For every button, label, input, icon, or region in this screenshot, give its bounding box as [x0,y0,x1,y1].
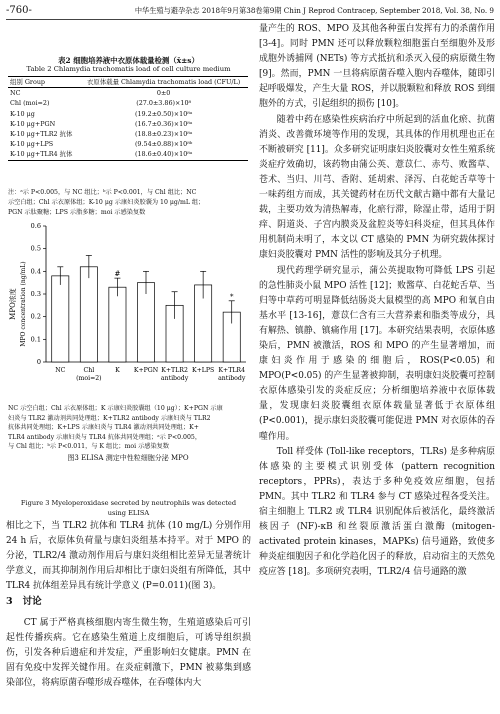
table-note [8,188,248,218]
y-tick-label: 0 [36,358,41,366]
section-heading [6,593,42,607]
row-value: 0±0 [156,89,171,98]
row-value: (18.6±0.40)×10⁸ᵃ [79,149,248,160]
right-paragraph-1: 量产生的 ROS、MPO 及其他各种蛋白发挥有力的杀菌作用 [3-4]。同时 PMN 还可以释放颗粒细胞蛋白至细胞外及形成胞外诱捕网 (NETs) 等方式抵抗和杀灭入侵的病原微生物 [9]。然而，PMN 一旦将病原菌吞噬入胞内吞噬体，随即引起呼吸爆发，产生大量 ROS，并以脱颗粒和释放 ROS 到细胞外的方式，引起组织的损伤 [10]。 [259,24,495,110]
chart-x-labels [55,367,246,382]
left-column [6,22,251,712]
figure-caption-en-line: using ELISA [107,509,150,517]
figure-note-line: NC 示空白组；Chl 示衣原体组；K 示康妇炎胶囊组（10 μg）；K+PGN 示康 [8,405,223,412]
figure-note-line: 与 Chl 组比；ᵇ示 P<0.011，与 K 组比；moi 示感染复数 [8,443,170,451]
mpo-bar-chart [6,218,251,400]
section-title: 讨论 [22,596,42,607]
bar [52,276,69,362]
y-axis-label-cn: MPO浓度 [9,288,17,320]
table-note-line: 示空白组；Chl 示衣原体组；K-10 μg 示康妇炎胶囊为 10 μg/mL 组； [8,199,205,206]
bar [80,267,97,362]
row-value: (16.7±0.36)×10⁸ᵃ [134,119,193,128]
row-group: K-10 μg+TLR2 抗体 [10,130,73,139]
significance-marker: # [114,270,121,279]
x-tick-label: K [115,367,120,374]
table-row [8,129,248,139]
figure-caption-en-line: Figure 3 Myeloperoxidase secreted by neutrophils was detected [20,499,237,507]
col-header-group: 组别 Group [8,77,79,88]
table-row [8,139,248,149]
section-number: 3 [6,596,13,607]
x-tick-label: antibody [160,375,189,382]
row-group: K-10 μg [10,109,35,118]
table-caption-en: Table 2 Chlamydia trachomatis load of cell culture medium [26,65,231,73]
row-value: (19.2±0.50)×10⁸ᵃ [134,109,193,118]
journal-line: 中华生殖与避孕杂志 2018年9月第38卷第9期 Chin J Reprod Contracep, September 2018, Vol. 38, No. 9 [134,6,494,15]
table-row [8,109,248,119]
y-tick-label: 0.2 [30,312,41,321]
x-tick-label: K+TLR2 [161,367,188,374]
figure-caption-en [6,498,251,518]
row-group: K-10 μg+PGN [10,119,56,128]
significance-marker: * [229,292,234,301]
header-rule [6,19,494,20]
right-column [259,22,495,712]
table-caption-cn: 表2 细胞培养液中衣原体载量检测（x̄±s） [58,56,199,65]
table-row [8,119,248,129]
figure-caption-cn: 图3 ELISA 测定中性粒细胞分泌 MPO [67,453,189,462]
row-group: Chl (moi=2) [10,99,50,108]
y-tick-label: 0.5 [30,244,41,253]
table-note-line: 注：ᵃ示 P<0.005，与 NC 组比；ᵇ示 P<0.001，与 Chl 组比；NC [8,189,197,196]
x-tick-label: K+PGN [133,367,159,374]
x-tick-label: (moi=2) [76,375,102,382]
row-group: NC [10,89,21,98]
table-note-line: PGN 示肽聚糖；LPS 示脂多糖；moi 示感染复数 [8,209,146,216]
x-tick-label: antibody [218,375,246,382]
discussion-paragraph [6,616,251,691]
y-axis-label-en: MPO concentration (ng/mL) [20,261,27,347]
row-group: K-10 μg+LPS [10,140,54,149]
col-header-load: 衣原体载量 Chlamydia trachomatis load (CFU/L) [79,77,248,88]
y-tick-label: 0.6 [30,222,41,230]
x-tick-label: K+LPS [191,367,215,374]
row-value: (27.0±3.86)×10⁸ [136,99,192,108]
results-paragraph-text: 相比之下，当 TLR2 抗体和 TLR4 抗体 (10 mg/L) 分别作用 24 h 后，衣原体负荷量与康妇炎组基本持平。对于 MPO 的分泌，TLR2/4 激动剂作用后与康妇炎组相比差异无显著统计学意义，而其抑制剂作用后却相比于康妇炎组有所降低，其中 TLR4 抗体组差异具有统计学意义 (P=0.011)(图 3)。 [6,521,251,592]
table-row [8,98,248,108]
discussion-paragraph-text: CT 属于严格真核细胞内寄生微生物，生殖道感染后可引起性传播疾病。它在感染生殖道上皮细胞后，可诱导组织损伤，引发各种后遗症和并发症，严重影响妇女健康。PMN 在固有免疫中发挥关键作用。在炎症刺激下，PMN 被募集到感染部位，将病原菌吞噬形成吞噬体，在吞噬体内大 [6,618,251,689]
results-paragraph [6,519,251,594]
chlamydia-load-table [8,76,248,161]
table-row [8,149,248,160]
figure-note-line: 抗体共同处理组；K+LPS 示康妇炎与 TLR4 激动剂共同处理组；K+ [8,424,199,432]
y-tick-label: 0.4 [30,267,41,276]
chart-bars [52,255,241,362]
x-tick-label: NC [55,367,66,374]
running-header [0,0,500,22]
figure-note-line: TLR4 antibody 示康妇炎与 TLR4 抗体共同处理组；ᵃ示 P<0.005， [8,433,202,441]
x-tick-label: K+TLR4 [218,367,246,374]
page-number: -760- [6,5,32,16]
figure-note [8,404,248,464]
figure-note-line: 妇炎与 TLR2 激动剂共同处理组；K+TLR2 antibody 示康妇炎与 TLR2 [8,414,211,422]
row-value: (18.8±0.23)×10⁸ᵃ [134,130,193,139]
right-paragraph-4: Toll 样受体 (Toll-like receptors，TLRs) 是多种病原体感染的主要模式识别受体 (pattern recognition receptors，PPRs)，表达于多种免疫效应细胞，包括 PMN。其中 TLR2 和 TLR4 参与 CT 感染过程各受关注。宿主细胞上 TLR2 或 TLR4 识别配体后被活化，最终激活核因子 (NF)-κB 和丝裂原激活蛋白激酶 (mitogen-activated protein kinases，MAPKs) 信号通路，致使多种炎症细胞因子和化学趋化因子的释放，启动宿主的天然免疫应答 [18]。多项研究表明，TLR2/4 信号通路的激 [259,446,495,578]
y-tick-label: 0.3 [30,290,41,298]
row-group: K-10 μg+TLR4 抗体 [8,149,79,160]
y-tick-label: 0.1 [30,335,41,344]
bar [109,287,126,362]
bar [137,283,154,362]
right-paragraph-2: 随着中药在感染性疾病治疗中所起到的活血化瘀、抗菌消炎、改善微环境等作用的发现，其具体的作用机理也正在不断被研究 [11]。众多研究证明康妇炎胶囊对女性生殖系统炎症疗效确切，该药物由蒲公英、薏苡仁、赤芍、败酱草、苍术、当归、川芎、香附、延胡索、泽泻、白花蛇舌草等十一味药组方而成，其关键药材在历代文献古籍中都有大量记载，主要功效为清热解毒，化瘀行滞，除湿止带，适用于阴痒、阴道炎、子宫内膜炎及盆腔炎等妇科炎症，但其具体作用机制尚未明了，本文以 CT 感染的 PMN 为研究载体探讨康妇炎胶囊对 PMN 活性的影响及其分子机理。 [259,114,495,261]
row-value: (9.54±0.88)×10⁸ᵇ [134,140,193,149]
right-paragraph-3: 现代药理学研究显示，蒲公英提取物可降低 LPS 引起的急性肺炎小鼠 MPO 活性 [12]；败酱草、白花蛇舌草、当归等中草药可明显降低结肠炎大鼠模型的高 MPO 和氧自由基水平 [13-16]，薏苡仁含有三大营养素和脂类等成分，具有解热、镇静、镇痛作用 [17]。本研究结果表明，衣原体感染后，PMN 被激活，ROS 和 MPO 的产生显著增加，而康妇炎作用于感染的细胞后，ROS(P<0.05) 和 MPO(P<0.05) 的产生显著被抑制，表明康妇炎胶囊可控制衣原体感染引发的炎症反应；分析细胞培养液中衣原体载量，发现康妇炎胶囊组衣原体载量显著低于衣原体组 (P<0.001)，提示康妇炎胶囊可能促进 PMN 对衣原体的吞噬作用。 [259,265,495,442]
table-row [8,88,248,99]
x-tick-label: Chl [83,367,95,374]
